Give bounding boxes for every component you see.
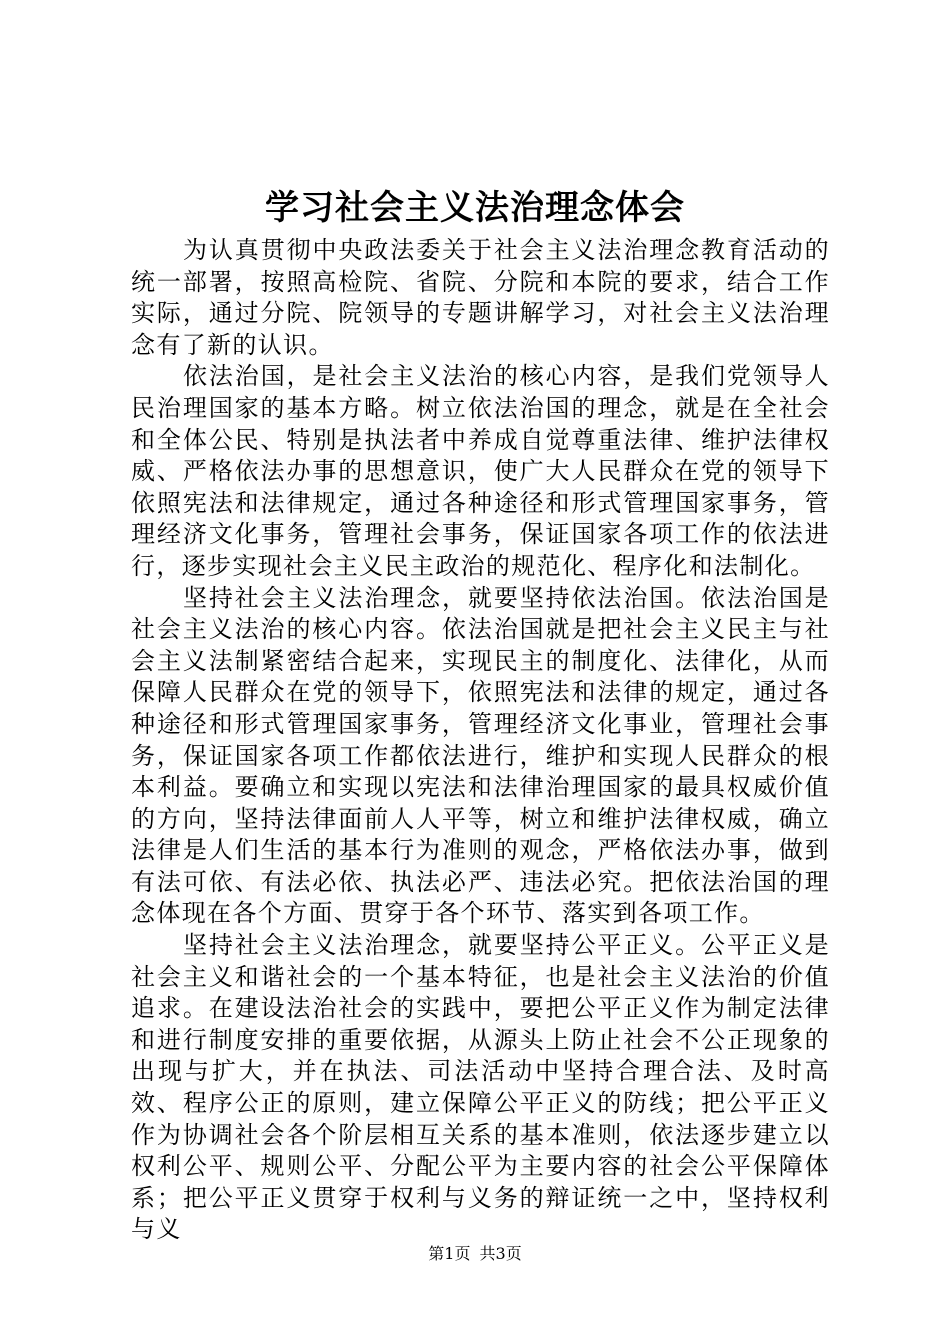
document-title: 学习社会主义法治理念体会 [265,188,685,228]
paragraph-1: 为认真贯彻中央政法委关于社会主义法治理念教育活动的统一部署，按照高检院、省院、分院和本院的要求，结合工作实际，通过分院、院领导的专题讲解学习，对社会主义法治理念有了新的认识。 [131,236,830,359]
document-body [131,235,830,1246]
paragraph-3: 坚持社会主义法治理念，就要坚持依法治国。依法治国是社会主义法治的核心内容。依法治国就是把社会主义民主与社会主义法制紧密结合起来，实现民主的制度化、法律化，从而保障人民群众在党的领导下，依照宪法和法律的规定，通过各种途径和形式管理国家事务，管理经济文化事业，管理社会事务，保证国家各项工作都依法进行，维护和实现人民群众的根本利益。要确立和实现以宪法和法律治理国家的最具权威价值的方向，坚持法律面前人人平等，树立和维护法律权威，确立法律是人们生活的基本行为准则的观念，严格依法办事，做到有法可依、有法必依、执法必严、违法必究。把依法治国的理念体现在各个方面、贯穿于各个环节、落实到各项工作。 [131,583,830,928]
paragraph-2: 依法治国，是社会主义法治的核心内容，是我们党领导人民治理国家的基本方略。树立依法治国的理念，就是在全社会和全体公民、特别是执法者中养成自觉尊重法律、维护法律权威、严格依法办事的思想意识，使广大人民群众在党的领导下依照宪法和法律规定，通过各种途径和形式管理国家事务，管理经济文化事务，管理社会事务，保证国家各项工作的依法进行，逐步实现社会主义民主政治的规范化、程序化和法制化。 [131,362,830,580]
page-number-footer: 第1页 共3页 [428,1244,522,1263]
paragraph-4: 坚持社会主义法治理念，就要坚持公平正义。公平正义是社会主义和谐社会的一个基本特征，也是社会主义法治的价值追求。在建设法治社会的实践中，要把公平正义作为制定法律和进行制度安排的重要依据，从源头上防止社会不公正现象的出现与扩大，并在执法、司法活动中坚持合理合法、及时高效、程序公正的原则，建立保障公平正义的防线；把公平正义作为协调社会各个阶层相互关系的基本准则，依法逐步建立以权利公平、规则公平、分配公平为主要内容的社会公平保障体系；把公平正义贯穿于权利与义务的辩证统一之中，坚持权利与义 [131,931,830,1244]
